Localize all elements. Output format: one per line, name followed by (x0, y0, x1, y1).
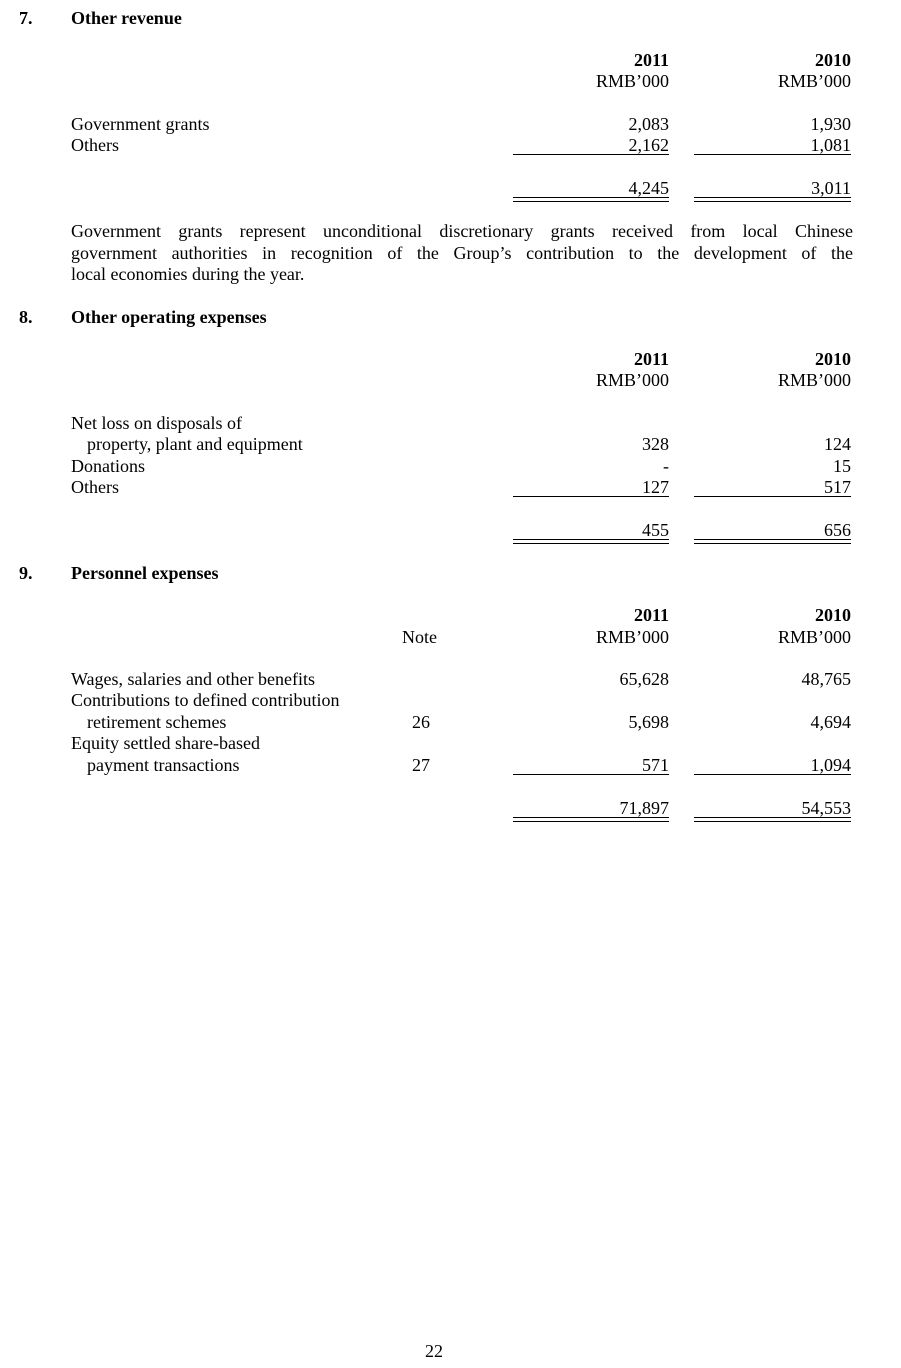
s8-row-value-2010: 517 (824, 477, 851, 497)
s9-row-label: Equity settled share-based (71, 733, 260, 753)
section-9-number: 9. (19, 563, 33, 583)
s7-note-paragraph (71, 221, 853, 286)
s9-subtotal-rule-2011 (513, 774, 669, 775)
s8-row-label: Donations (71, 456, 145, 476)
s8-row-label: Net loss on disposals of (71, 413, 242, 433)
s9-total-double-rule-2010 (694, 817, 851, 822)
s9-row-value-2011: 65,628 (619, 669, 669, 689)
s7-total-2010: 3,011 (811, 178, 851, 198)
s8-row-value-2011: - (663, 456, 669, 476)
paragraph-line: government authorities in recognition of the Group’s contribution to the development of the (71, 242, 853, 263)
s9-row-label: payment transactions (87, 755, 240, 775)
section-8-title: Other operating expenses (71, 307, 267, 327)
s9-header-year-2011: 2011 (633, 605, 669, 625)
s7-total-double-rule-2011 (513, 197, 669, 202)
section-8-number: 8. (19, 307, 33, 327)
s9-total-2010: 54,553 (801, 798, 851, 818)
s7-total-2011: 4,245 (628, 178, 669, 198)
s9-row-value-2011: 5,698 (628, 712, 669, 732)
s7-subtotal-rule-2010 (694, 154, 851, 155)
s9-row-value-2010: 1,094 (810, 755, 851, 775)
s8-row-value-2011: 127 (642, 477, 669, 497)
paragraph-line: Government grants represent unconditional discretionary grants received from local Chinese (71, 221, 853, 241)
s8-total-2011: 455 (642, 520, 669, 540)
s9-total-double-rule-2011 (513, 817, 669, 822)
s9-header-unit-2011: RMB’000 (595, 627, 669, 647)
s7-total-double-rule-2010 (694, 197, 851, 202)
s8-subtotal-rule-2010 (694, 496, 851, 497)
s7-row-value-2011: 2,083 (628, 114, 669, 134)
s8-total-double-rule-2010 (694, 539, 851, 544)
s8-header-unit-2011: RMB’000 (595, 370, 669, 390)
s7-header-unit-2010: RMB’000 (777, 71, 851, 91)
page-number: 22 (425, 1341, 443, 1361)
s7-header-year-2011: 2011 (633, 50, 669, 70)
s9-total-2011: 71,897 (619, 798, 669, 818)
s8-header-unit-2010: RMB’000 (777, 370, 851, 390)
s8-total-double-rule-2011 (513, 539, 669, 544)
s8-header-year-2011: 2011 (633, 349, 669, 369)
s8-row-label: property, plant and equipment (87, 434, 303, 454)
section-7-number: 7. (19, 8, 33, 28)
s9-row-value-2010: 4,694 (810, 712, 851, 732)
s7-row-value-2011: 2,162 (628, 135, 669, 155)
s7-row-value-2010: 1,930 (810, 114, 851, 134)
s7-row-label: Government grants (71, 114, 210, 134)
s9-row-value-2011: 571 (642, 755, 669, 775)
section-9-title: Personnel expenses (71, 563, 219, 583)
s7-row-value-2010: 1,081 (810, 135, 851, 155)
s7-header-unit-2011: RMB’000 (595, 71, 669, 91)
s9-header-note: Note (402, 627, 437, 647)
s9-row-note-ref: 26 (412, 712, 430, 732)
s9-row-note-ref: 27 (412, 755, 430, 775)
s8-row-label: Others (71, 477, 119, 497)
s9-row-label: Contributions to defined contribution (71, 690, 340, 710)
section-7-title: Other revenue (71, 8, 182, 28)
s8-total-2010: 656 (824, 520, 851, 540)
s9-header-year-2010: 2010 (815, 605, 851, 625)
s8-subtotal-rule-2011 (513, 496, 669, 497)
s9-row-label: retirement schemes (87, 712, 227, 732)
s9-row-value-2010: 48,765 (801, 669, 851, 689)
s9-subtotal-rule-2010 (694, 774, 851, 775)
s8-row-value-2010: 124 (824, 434, 851, 454)
s8-row-value-2011: 328 (642, 434, 669, 454)
s9-row-label: Wages, salaries and other benefits (71, 669, 315, 689)
s7-row-label: Others (71, 135, 119, 155)
s7-subtotal-rule-2011 (513, 154, 669, 155)
s9-header-unit-2010: RMB’000 (777, 627, 851, 647)
s7-header-year-2010: 2010 (815, 50, 851, 70)
paragraph-line: local economies during the year. (71, 264, 305, 284)
s8-header-year-2010: 2010 (815, 349, 851, 369)
s8-row-value-2010: 15 (833, 456, 851, 476)
